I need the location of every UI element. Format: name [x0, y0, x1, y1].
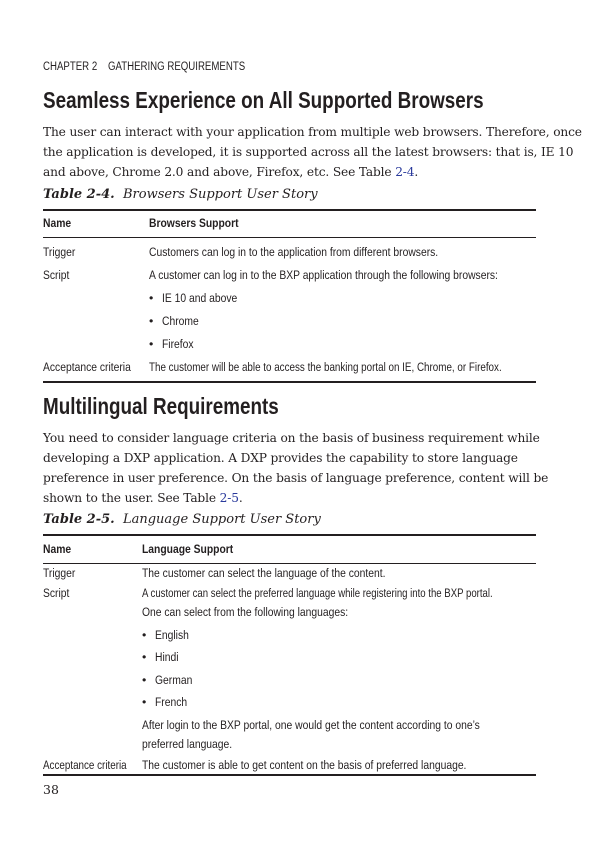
table-header-name: Name [43, 216, 72, 230]
table-rule [43, 381, 536, 383]
row-name: Script [43, 586, 70, 600]
list-item: • French [155, 695, 193, 709]
row-value: One can select from the following languages: [142, 605, 349, 619]
row-value: Customers can log in to the application from different browsers. [149, 245, 439, 259]
table-rule [43, 534, 536, 536]
paragraph-line: shown to the user. See Table 2-5. [43, 491, 243, 505]
paragraph-line: and above, Chrome 2.0 and above, Firefox, etc. See Table 2-4. [43, 165, 419, 179]
row-name: Trigger [43, 245, 76, 259]
list-item: • Hindi [155, 650, 183, 664]
table-header-value: Browsers Support [149, 216, 239, 230]
row-value: A customer can select the preferred language while registering into the BXP portal. [142, 586, 493, 600]
row-name: Trigger [43, 566, 76, 580]
table-rule [43, 774, 536, 776]
paragraph-line: developing a DXP application. A DXP provides the capability to store language [43, 451, 518, 465]
chapter-label: CHAPTER 2 [43, 61, 98, 73]
table-rule [43, 237, 536, 238]
table-caption: Table 2-4. Browsers Support User Story [43, 187, 318, 202]
paragraph-line: You need to consider language criteria on the basis of business requirement while [43, 431, 540, 445]
section-heading: Seamless Experience on All Supported Browsers [43, 87, 484, 113]
row-value: The customer is able to get content on the basis of preferred language. [142, 758, 467, 772]
table-link[interactable]: 2-4 [395, 165, 415, 179]
row-name: Acceptance criteria [43, 360, 131, 374]
chapter-title: GATHERING REQUIREMENTS [107, 61, 246, 73]
row-name: Acceptance criteria [43, 758, 127, 772]
row-value: preferred language. [142, 737, 233, 751]
paragraph-line: preference in user preference. On the basis of language preference, content will be [43, 471, 549, 485]
section-heading: Multilingual Requirements [43, 393, 279, 419]
list-item: • German [155, 673, 199, 687]
table-header-value: Language Support [142, 542, 234, 556]
row-value: After login to the BXP portal, one would get the content according to one’s [142, 718, 480, 732]
section-paragraph [43, 428, 548, 508]
paragraph-line: The user can interact with your application from multiple web browsers. Therefore, once [43, 125, 582, 139]
row-value: The customer will be able to access the banking portal on IE, Chrome, or Firefox. [149, 360, 502, 374]
list-item: • English [155, 628, 195, 642]
table-header-name: Name [43, 542, 72, 556]
section-paragraph [43, 122, 582, 182]
row-name: Script [43, 268, 70, 282]
row-value: The customer can select the language of the content. [142, 566, 386, 580]
table-rule [43, 563, 536, 564]
list-item: • Firefox [162, 337, 200, 351]
page-number: 38 [43, 782, 59, 797]
list-item: • Chrome [162, 314, 206, 328]
table-caption: Table 2-5. Language Support User Story [43, 512, 321, 527]
running-head [43, 61, 284, 73]
table-link[interactable]: 2-5 [219, 491, 239, 505]
paragraph-line: the application is developed, it is supported across all the latest browsers: that is, IE 10 [43, 145, 574, 159]
table-rule [43, 209, 536, 211]
list-item: • IE 10 and above [162, 291, 252, 305]
row-value: A customer can log in to the BXP application through the following browsers: [149, 268, 498, 282]
